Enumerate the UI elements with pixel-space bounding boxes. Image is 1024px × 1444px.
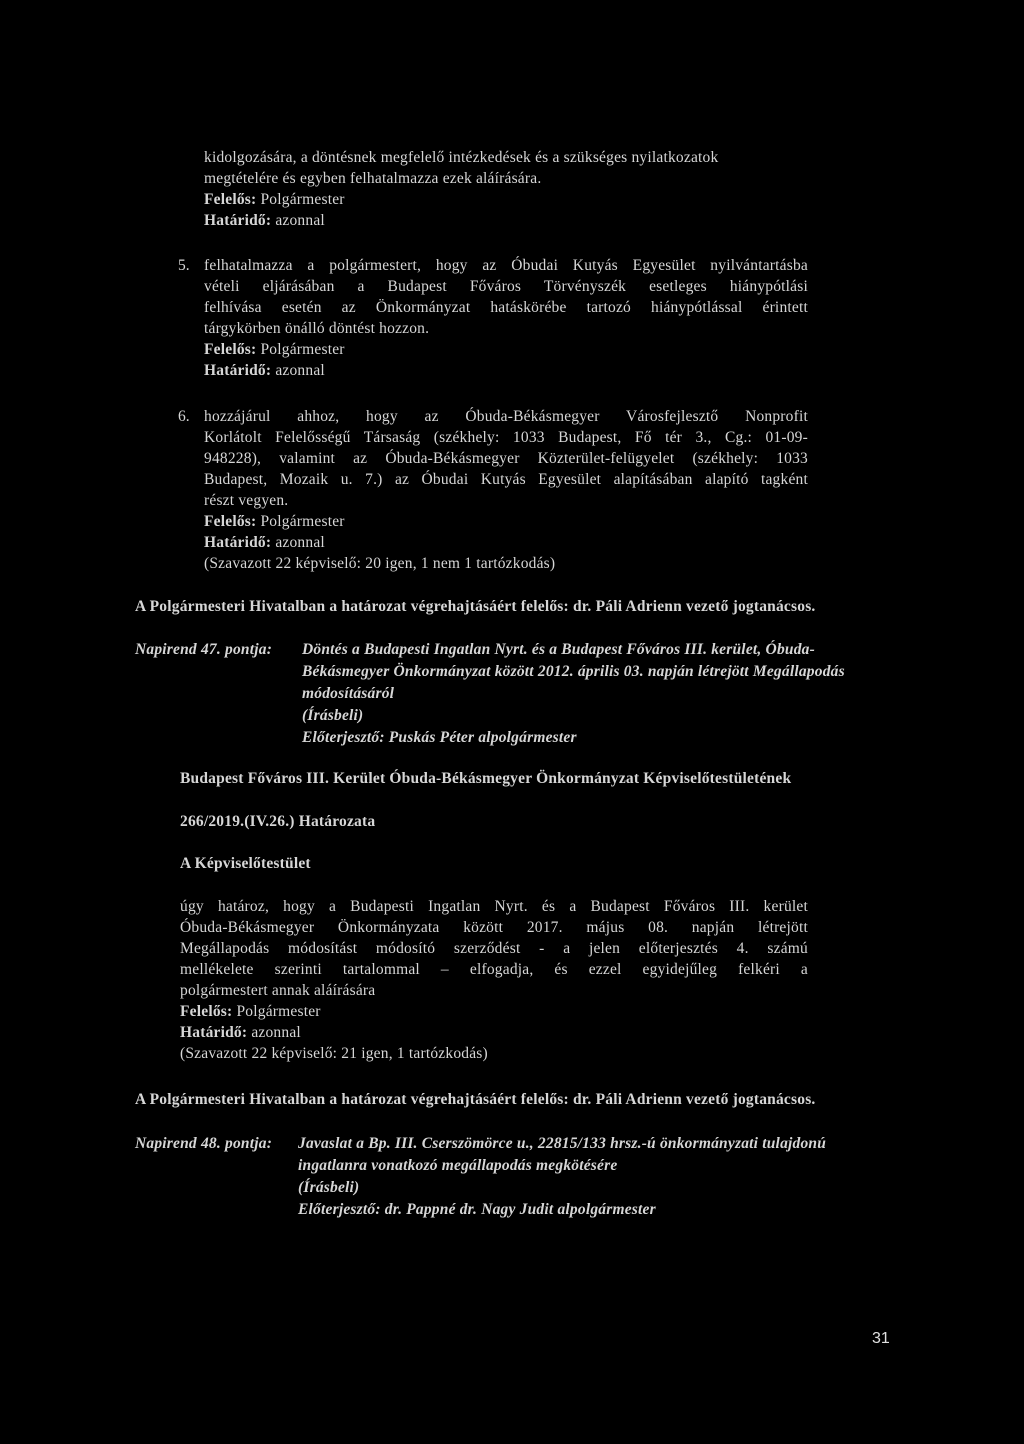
vote-result: (Szavazott 22 képviselő: 21 igen, 1 tartózkodás) bbox=[180, 1045, 488, 1062]
deadline-label: Határidő: bbox=[180, 1024, 248, 1041]
text-line: Korlátolt Felelősségű Társaság (székhely: 1033 Budapest, Fő tér 3., Cg.: 01-09- bbox=[204, 429, 808, 446]
agenda-title-line: módosításáról bbox=[302, 685, 395, 702]
item-number: 6. bbox=[178, 408, 190, 425]
deadline-value: azonnal bbox=[275, 362, 325, 379]
responsible-value: Polgármester bbox=[260, 513, 345, 530]
text-line: Óbuda-Békásmegyer Önkormányzata között 2017. május 08. napján létrejött bbox=[180, 919, 808, 936]
responsible-line bbox=[204, 512, 345, 532]
text-line: vételi eljárásában a Budapest Főváros Törvényszék esetleges hiánypótlási bbox=[204, 278, 808, 295]
page-number: 31 bbox=[872, 1330, 890, 1347]
text-line: 948228), valamint az Óbuda-Békásmegyer Közterület-felügyelet (székhely: 1033 bbox=[204, 450, 808, 467]
agenda-type: (Írásbeli) bbox=[298, 1179, 360, 1196]
responsible-label: Felelős: bbox=[204, 513, 257, 530]
text-line: hozzájárul ahhoz, hogy az Óbuda-Békásmegyer Városfejlesztő Nonprofit bbox=[204, 408, 808, 425]
agenda-presenter: Előterjesztő: dr. Pappné dr. Nagy Judit alpolgármester bbox=[298, 1201, 656, 1218]
responsible-value: Polgármester bbox=[260, 191, 345, 208]
text-line: megtételére és egyben felhatalmazza ezek aláírására. bbox=[204, 170, 542, 187]
deadline-line bbox=[204, 361, 325, 381]
text-line: Budapest, Mozaik u. 7.) az Óbudai Kutyás Egyesület alapításában alapító tagként bbox=[204, 471, 808, 488]
agenda-title-line: Javaslat a Bp. III. Cserszömörce u., 22815/133 hrsz.-ú önkormányzati tulajdonú bbox=[298, 1135, 827, 1152]
responsible-value: Polgármester bbox=[236, 1003, 321, 1020]
deadline-label: Határidő: bbox=[204, 212, 272, 229]
text-line: tárgykörben önálló döntést hozzon. bbox=[204, 320, 430, 337]
text-line: mellékelete szerinti tartalommal – elfogadja, és ezzel egyidejűleg felkéri a bbox=[180, 961, 808, 978]
responsible-line bbox=[180, 1002, 321, 1022]
agenda-label: Napirend 47. pontja: bbox=[135, 641, 273, 658]
agenda-label: Napirend 48. pontja: bbox=[135, 1135, 273, 1152]
execution-responsible: A Polgármesteri Hivatalban a határozat végrehajtásáért felelős: dr. Páli Adrienn vezető jogtanácsos. bbox=[135, 1091, 816, 1108]
responsible-label: Felelős: bbox=[180, 1003, 233, 1020]
deadline-label: Határidő: bbox=[204, 362, 272, 379]
responsible-line bbox=[204, 340, 345, 360]
responsible-value: Polgármester bbox=[260, 341, 345, 358]
vote-result: (Szavazott 22 képviselő: 20 igen, 1 nem 1 tartózkodás) bbox=[204, 555, 556, 572]
agenda-title-line: Békásmegyer Önkormányzat között 2012. április 03. napján létrejött Megállapodás bbox=[302, 663, 845, 680]
agenda-presenter: Előterjesztő: Puskás Péter alpolgármester bbox=[302, 729, 577, 746]
item-number: 5. bbox=[178, 257, 190, 274]
execution-responsible: A Polgármesteri Hivatalban a határozat végrehajtásáért felelős: dr. Páli Adrienn vezető jogtanácsos. bbox=[135, 598, 816, 615]
agenda-title-line: Döntés a Budapesti Ingatlan Nyrt. és a Budapest Főváros III. kerület, Óbuda- bbox=[302, 641, 815, 658]
agenda-type: (Írásbeli) bbox=[302, 707, 364, 724]
text-line: kidolgozására, a döntésnek megfelelő intézkedések és a szükséges nyilatkozatok bbox=[204, 149, 719, 166]
responsible-label: Felelős: bbox=[204, 341, 257, 358]
resolution-body: Budapest Főváros III. Kerület Óbuda-Békásmegyer Önkormányzat Képviselőtestületének bbox=[180, 770, 792, 787]
deadline-value: azonnal bbox=[275, 534, 325, 551]
responsible-line bbox=[204, 190, 345, 210]
agenda-title-line: ingatlanra vonatkozó megállapodás megkötésére bbox=[298, 1157, 618, 1174]
deadline-label: Határidő: bbox=[204, 534, 272, 551]
text-line: felhatalmazza a polgármestert, hogy az Óbudai Kutyás Egyesület nyilvántartásba bbox=[204, 257, 808, 274]
text-line: úgy határoz, hogy a Budapesti Ingatlan Nyrt. és a Budapest Főváros III. kerület bbox=[180, 898, 808, 915]
deadline-value: azonnal bbox=[251, 1024, 301, 1041]
text-line: polgármestert annak aláírására bbox=[180, 982, 376, 999]
deadline-line bbox=[204, 211, 325, 231]
text-line: felhívása esetén az Önkormányzat hatáskörébe tartozó hiánypótlással érintett bbox=[204, 299, 808, 316]
deadline-line bbox=[204, 533, 325, 553]
text-line: Megállapodás módosítást módosító szerződést - a jelen előterjesztés 4. számú bbox=[180, 940, 808, 957]
resolution-subject: A Képviselőtestület bbox=[180, 855, 311, 872]
deadline-value: azonnal bbox=[275, 212, 325, 229]
deadline-line bbox=[180, 1023, 301, 1043]
text-line: részt vegyen. bbox=[204, 492, 289, 509]
resolution-number: 266/2019.(IV.26.) Határozata bbox=[180, 813, 376, 830]
responsible-label: Felelős: bbox=[204, 191, 257, 208]
